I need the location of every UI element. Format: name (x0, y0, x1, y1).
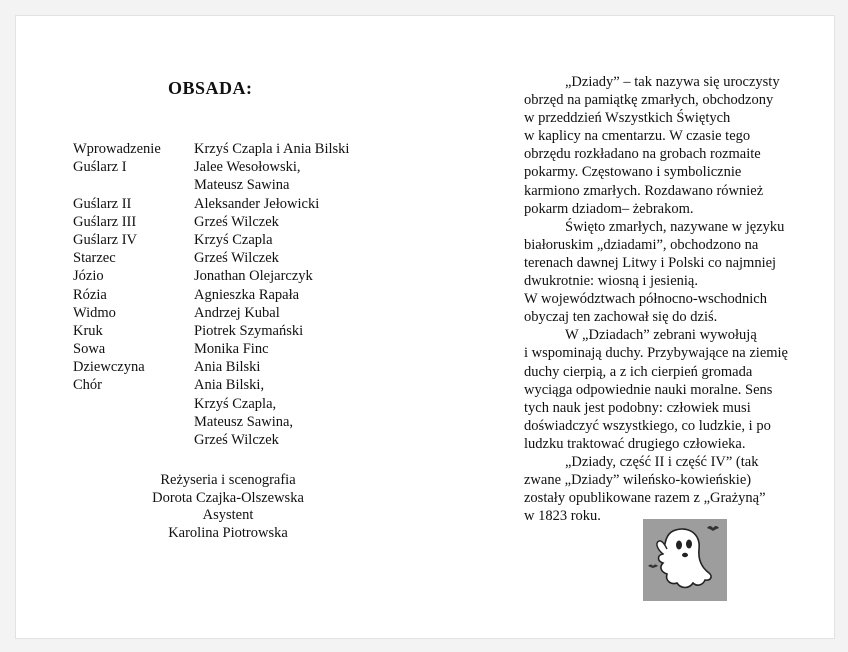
text-line: w 1823 roku. (524, 508, 601, 525)
role-name: Rózia (73, 286, 107, 303)
role-name (73, 395, 194, 413)
text-line: karmiono zmarłych. Rozdawano również (524, 182, 764, 199)
text-line: obyczaj ten zachował się do dziś. (524, 309, 718, 326)
text-line: w kaplicy na cmentarzu. W czasie tego (524, 128, 751, 145)
cast-row (73, 286, 349, 304)
description-paragraph (524, 453, 824, 525)
actor-name: Ania Bilski, (194, 377, 265, 394)
credit-line: Dorota Czajka-Olszewska (152, 489, 304, 506)
role-name: Starzec (73, 250, 116, 267)
text-line: wyciąga odpowiednie nauki moralne. Sens (524, 381, 773, 398)
text-line: tych nauk jest podobny: człowiek musi (524, 399, 751, 416)
cast-row (73, 140, 349, 158)
actor-name: Monika Finc (194, 341, 269, 358)
role-name: Wprowadzenie (73, 141, 161, 157)
text-line: ludzku traktować drugiego człowieka. (524, 435, 746, 452)
text-line: obrzędu rozkładano na grobach rozmaite (524, 146, 761, 163)
credit-line: Reżyseria i scenografia (160, 472, 296, 488)
text-line: „Dziady, część II i część IV” (tak (565, 453, 759, 470)
role-name: Kruk (73, 322, 103, 339)
text-line: dwukrotnie: wiosną i jesienią. (524, 273, 698, 290)
description-paragraph (524, 218, 824, 327)
role-name (73, 176, 194, 194)
role-name: Chór (73, 377, 102, 394)
role-name: Widmo (73, 304, 116, 321)
cast-row (73, 195, 349, 213)
role-name (73, 431, 194, 449)
role-name: Guślarz II (73, 195, 132, 212)
actor-name: Grześ Wilczek (194, 432, 279, 448)
text-line: zostały opublikowane razem z „Grażyną” (524, 490, 766, 507)
cast-row (73, 249, 349, 267)
text-line: białoruskim „dziadami”, obchodzono na (524, 236, 759, 253)
role-name: Guślarz I (73, 159, 127, 176)
role-name: Sowa (73, 341, 106, 358)
role-name: Józio (73, 268, 104, 285)
actor-name: Agnieszka Rapała (194, 286, 300, 303)
cast-row (73, 304, 349, 322)
actor-name: Krzyś Czapla, (194, 395, 277, 412)
cast-row (73, 413, 349, 431)
actor-name: Mateusz Sawina, (194, 413, 294, 430)
actor-name: Ania Bilski (194, 359, 261, 376)
text-line: zwane „Dziady” wileńsko-kowieńskie) (524, 472, 752, 489)
credit-line: Asystent (202, 507, 254, 523)
text-line: terenach dawnej Litwy i Polski co najmniej (524, 254, 777, 271)
text-line: „Dziady” – tak nazywa się uroczysty (565, 74, 780, 90)
text-line: Święto zmarłych, nazywane w języku (565, 218, 785, 235)
actor-name: Jalee Wesołowski, (194, 159, 301, 176)
description-paragraph (524, 326, 824, 453)
cast-row (73, 322, 349, 340)
cast-row (73, 213, 349, 231)
text-line: pokarmy. Częstowano i symbolicznie (524, 164, 742, 181)
actor-name: Mateusz Sawina (194, 177, 290, 194)
cast-list (73, 140, 349, 449)
text-line: pokarm dziadom– żebrakom. (524, 200, 694, 217)
text-line: W „Dziadach” zebrani wywołują (565, 327, 757, 344)
description-text (524, 73, 824, 525)
actor-name: Krzyś Czapla (194, 231, 273, 248)
cast-row (73, 176, 349, 194)
role-name: Guślarz III (73, 213, 137, 230)
actor-name: Grześ Wilczek (194, 213, 279, 230)
cast-row (73, 431, 349, 449)
role-name: Dziewczyna (73, 359, 145, 376)
actor-name: Aleksander Jełowicki (194, 195, 320, 212)
cast-row (73, 267, 349, 285)
text-line: W województwach północno-wschodnich (524, 291, 767, 308)
cast-title: OBSADA: (168, 78, 253, 98)
credit-line: Karolina Piotrowska (168, 524, 288, 541)
cast-row (73, 395, 349, 413)
text-line: obrzęd na pamiątkę zmarłych, obchodzony (524, 92, 774, 109)
role-name: Guślarz IV (73, 231, 138, 248)
cast-row (73, 340, 349, 358)
actor-name: Grześ Wilczek (194, 250, 279, 267)
ghost-icon (643, 519, 727, 601)
cast-row (73, 358, 349, 376)
actor-name: Andrzej Kubal (194, 304, 280, 321)
text-line: i wspominają duchy. Przybywające na ziemię (524, 345, 788, 362)
text-line: doświadczyć wszystkiego, co ludzkie, i po (524, 417, 771, 434)
cast-row (73, 158, 349, 176)
description-paragraph (524, 73, 824, 218)
actor-name: Krzyś Czapla i Ania Bilski (194, 141, 350, 157)
credits (123, 472, 333, 542)
cast-row (73, 231, 349, 249)
text-line: duchy cierpią, a z ich cierpień gromada (524, 363, 753, 380)
actor-name: Jonathan Olejarczyk (194, 268, 313, 285)
actor-name: Piotrek Szymański (194, 322, 304, 339)
cast-row (73, 376, 349, 394)
text-line: w przeddzień Wszystkich Świętych (524, 110, 731, 127)
role-name (73, 413, 194, 431)
